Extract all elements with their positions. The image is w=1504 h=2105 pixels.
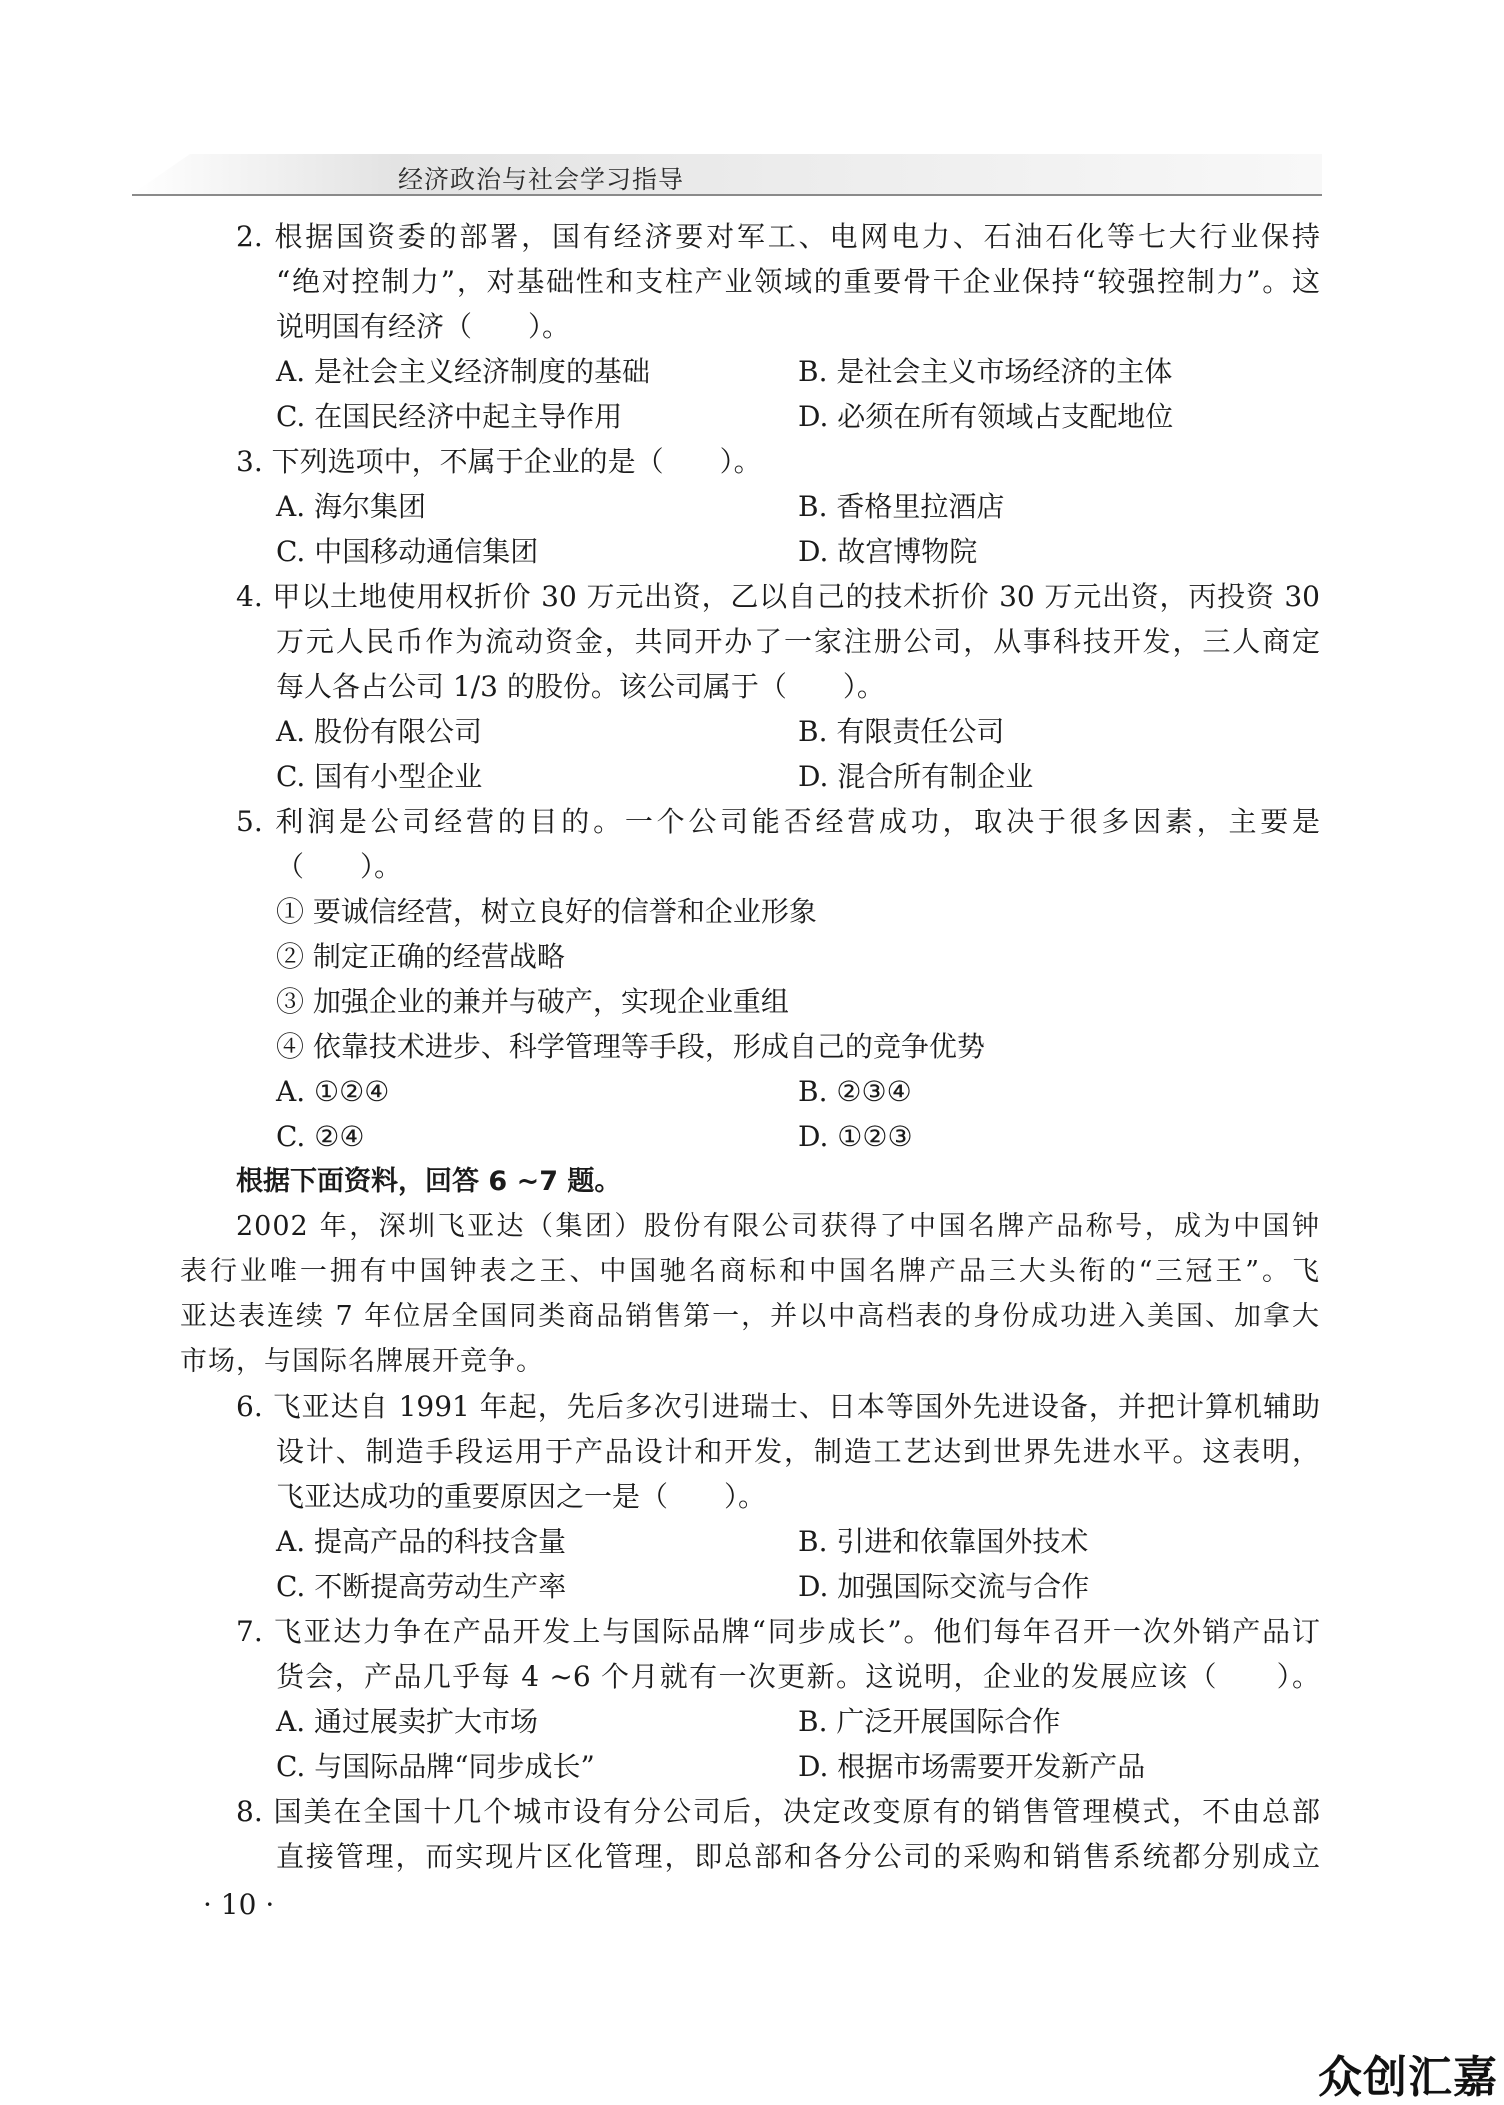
question-5-option-c[interactable]: C. ②④ [276,1120,365,1153]
question-7-options-row-1 [276,1699,1320,1744]
reading-material [0,1159,1504,1384]
question-6-options-row-2 [276,1564,1320,1609]
question-5-line-2: （ ）。 [276,850,403,883]
question-4-option-b[interactable]: B. 有限责任公司 [798,715,1005,748]
question-7 [0,1609,1504,1789]
question-2-options-row-1 [276,349,1320,394]
question-5-option-b[interactable]: B. ②③④ [798,1075,912,1108]
question-5 [0,799,1504,1159]
question-4-option-d[interactable]: D. 混合所有制企业 [798,760,1034,793]
question-4-options-row-1 [276,709,1320,754]
question-7-options-row-2 [276,1744,1320,1789]
question-3-line-1: 3. 下列选项中，不属于企业的是（ ）。 [236,445,762,478]
header-rule [132,194,1322,196]
question-4-line-2: 万元人民币作为流动资金，共同开办了一家注册公司，从事科技开发，三人商定 [276,625,1320,658]
question-2-option-c[interactable]: C. 在国民经济中起主导作用 [276,400,623,433]
question-5-option-a[interactable]: A. ①②④ [276,1075,390,1108]
question-2-line-3: 说明国有经济（ ）。 [276,310,571,343]
material-line-3: 亚达表连续 7 年位居全国同类商品销售第一，并以中高档表的身份成功进入美国、加拿大 [180,1301,1320,1332]
question-2-options-row-2 [276,394,1320,439]
question-5-subitem-2: ② 制定正确的经营战略 [276,940,565,973]
question-6-line-3: 飞亚达成功的重要原因之一是（ ）。 [276,1480,767,1513]
question-6-options-row-1 [276,1519,1320,1564]
question-3-options-row-2 [276,529,1320,574]
question-6-option-d[interactable]: D. 加强国际交流与合作 [798,1570,1090,1603]
page-content [0,214,1504,1879]
header-band [132,154,1322,194]
question-3-option-c[interactable]: C. 中国移动通信集团 [276,535,539,568]
question-2-line-1: 2. 根据国资委的部署，国有经济要对军工、电网电力、石油石化等七大行业保持 [236,220,1320,253]
question-7-option-c[interactable]: C. 与国际品牌“同步成长” [276,1750,595,1783]
question-7-option-b[interactable]: B. 广泛开展国际合作 [798,1705,1061,1738]
question-5-options-row-1 [276,1069,1320,1114]
question-5-options-row-2 [276,1114,1320,1159]
question-3-option-a[interactable]: A. 海尔集团 [276,490,427,523]
question-3-option-d[interactable]: D. 故宫博物院 [798,535,978,568]
page-number: · 10 · [203,1888,275,1921]
question-3-options-row-1 [276,484,1320,529]
question-7-option-a[interactable]: A. 通过展卖扩大市场 [276,1705,539,1738]
question-5-subitem-3: ③ 加强企业的兼并与破产，实现企业重组 [276,985,789,1018]
watermark-logo: 众创汇嘉 [1318,2052,1498,2103]
material-heading: 根据下面资料，回答 6 ~7 题。 [236,1166,622,1197]
question-3-option-b[interactable]: B. 香格里拉酒店 [798,490,1005,523]
question-2-option-d[interactable]: D. 必须在所有领域占支配地位 [798,400,1174,433]
question-7-line-2: 货会，产品几乎每 4 ~6 个月就有一次更新。这说明，企业的发展应该（ ）。 [276,1660,1320,1693]
question-5-option-d[interactable]: D. ①②③ [798,1120,913,1153]
question-6-line-2: 设计、制造手段运用于产品设计和开发，制造工艺达到世界先进水平。这表明， [276,1435,1320,1468]
question-2-line-2: “绝对控制力”，对基础性和支柱产业领域的重要骨干企业保持“较强控制力”。这 [276,265,1320,298]
question-7-line-1: 7. 飞亚达力争在产品开发上与国际品牌“同步成长”。他们每年召开一次外销产品订 [236,1615,1320,1648]
running-header [132,148,1322,200]
question-8-line-2: 直接管理，而实现片区化管理，即总部和各分公司的采购和销售系统都分别成立 [276,1840,1320,1873]
question-2 [0,214,1504,439]
question-5-subitem-1: ① 要诚信经营，树立良好的信誉和企业形象 [276,895,817,928]
question-5-line-1: 5. 利润是公司经营的目的。一个公司能否经营成功，取决于很多因素，主要是 [236,805,1320,838]
question-8 [0,1789,1504,1879]
question-4-options-row-2 [276,754,1320,799]
material-line-2: 表行业唯一拥有中国钟表之王、中国驰名商标和中国名牌产品三大头衔的“三冠王”。飞 [180,1256,1320,1287]
question-4-line-3: 每人各占公司 1/3 的股份。该公司属于（ ）。 [276,670,885,703]
question-4-line-1: 4. 甲以土地使用权折价 30 万元出资，乙以自己的技术折价 30 万元出资，丙投资 30 [236,580,1320,613]
question-6-option-c[interactable]: C. 不断提高劳动生产率 [276,1570,567,1603]
question-5-subitem-4: ④ 依靠技术进步、科学管理等手段，形成自己的竞争优势 [276,1030,985,1063]
question-7-option-d[interactable]: D. 根据市场需要开发新产品 [798,1750,1146,1783]
question-6-line-1: 6. 飞亚达自 1991 年起，先后多次引进瑞士、日本等国外先进设备，并把计算机辅助 [236,1390,1320,1423]
question-8-line-1: 8. 国美在全国十几个城市设有分公司后，决定改变原有的销售管理模式，不由总部 [236,1795,1320,1828]
question-2-option-b[interactable]: B. 是社会主义市场经济的主体 [798,355,1173,388]
header-title: 经济政治与社会学习指导 [398,165,685,194]
question-6 [0,1384,1504,1609]
material-line-4: 市场，与国际名牌展开竞争。 [180,1346,544,1377]
question-4 [0,574,1504,799]
question-4-option-a[interactable]: A. 股份有限公司 [276,715,483,748]
question-6-option-a[interactable]: A. 提高产品的科技含量 [276,1525,567,1558]
question-2-option-a[interactable]: A. 是社会主义经济制度的基础 [276,355,651,388]
question-3 [0,439,1504,574]
question-4-option-c[interactable]: C. 国有小型企业 [276,760,483,793]
question-6-option-b[interactable]: B. 引进和依靠国外技术 [798,1525,1089,1558]
material-line-1: 2002 年，深圳飞亚达（集团）股份有限公司获得了中国名牌产品称号，成为中国钟 [236,1211,1320,1242]
